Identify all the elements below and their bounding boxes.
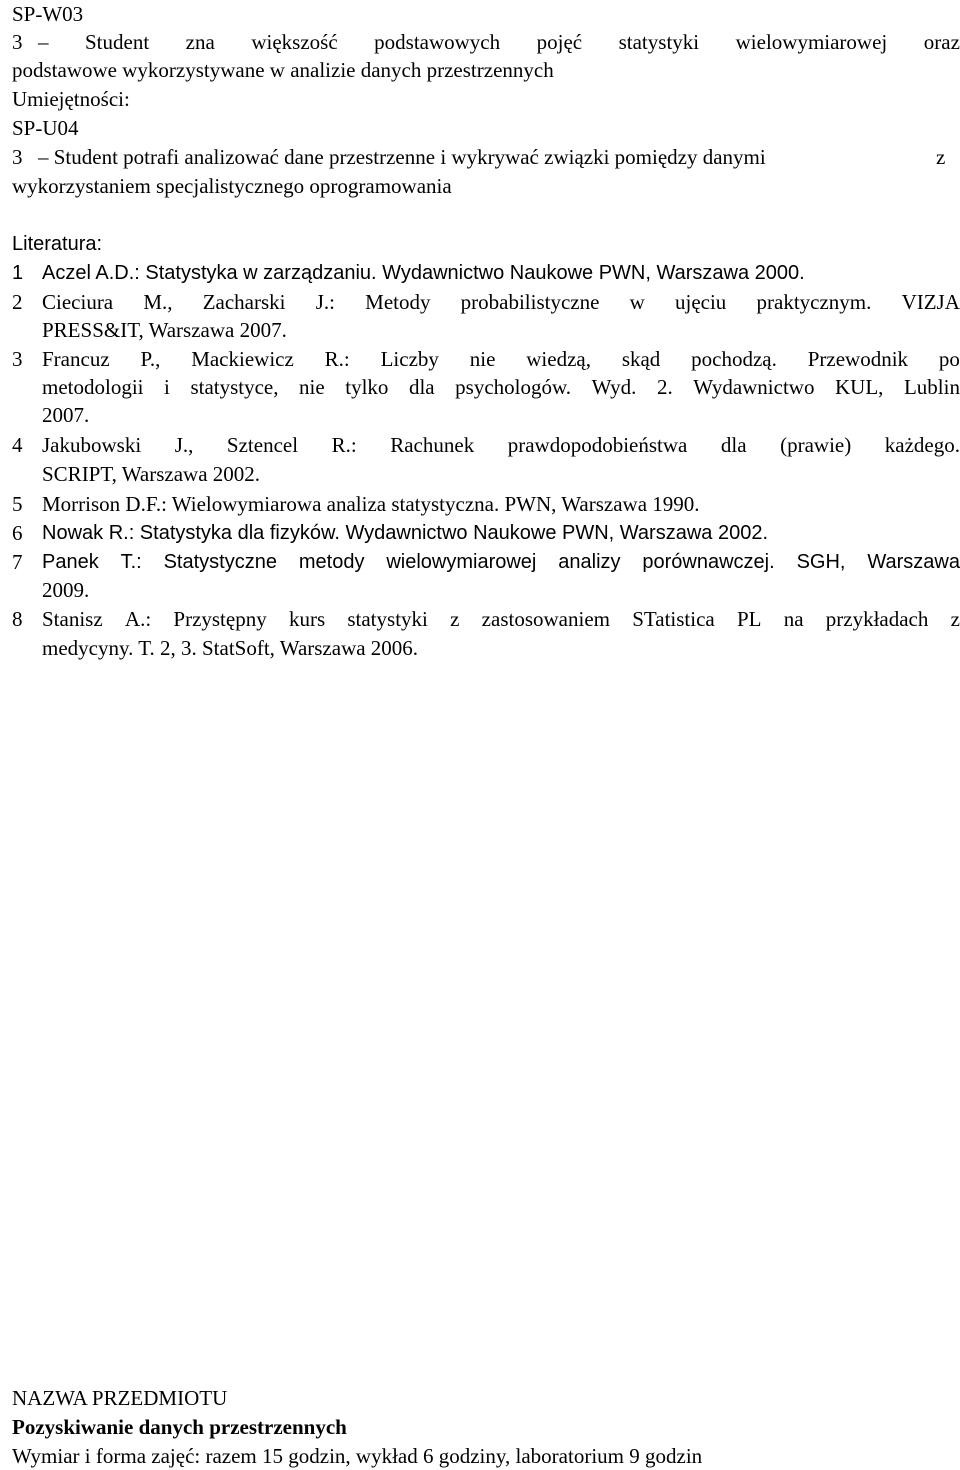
literature-label: Literatura: xyxy=(12,233,103,255)
word: i xyxy=(164,375,170,399)
word: Metody xyxy=(365,290,431,314)
word: statystyki xyxy=(618,30,700,54)
word: podstawowych xyxy=(374,30,501,54)
outcome-line: – Student potrafi analizować dane przestrzenne i wykrywać związki pomiędzy danymi xyxy=(38,145,766,169)
word: psychologów. xyxy=(455,375,572,399)
outcome-line: podstawowe wykorzystywane w analizie danych przestrzennych xyxy=(12,58,554,82)
word: statystyki xyxy=(347,607,428,631)
word: prawdopodobieństwa xyxy=(507,433,688,457)
word: Francuz xyxy=(42,347,110,371)
skills-label: Umiejętności: xyxy=(12,87,130,111)
word: oraz xyxy=(923,30,960,54)
word: z xyxy=(950,607,960,631)
word: (prawie) xyxy=(780,433,852,457)
outcome-line-end: z xyxy=(936,145,946,169)
outcome-line xyxy=(38,28,960,56)
word: Statystyczne xyxy=(163,551,277,573)
word: każdego. xyxy=(884,433,960,457)
word: J., xyxy=(174,433,194,457)
word: Liczby xyxy=(380,347,439,371)
word: metodologii xyxy=(42,375,144,399)
word: R.: xyxy=(331,433,357,457)
word: dla xyxy=(720,433,747,457)
word: kurs xyxy=(288,607,326,631)
word: M., xyxy=(143,290,173,314)
outcome-number: 3 xyxy=(12,145,23,169)
word: Mackiewicz xyxy=(191,347,294,371)
word: w xyxy=(629,290,645,314)
word: R.: xyxy=(324,347,350,371)
outcome-code-w03: SP-W03 xyxy=(12,2,84,26)
word: Zacharski xyxy=(202,290,286,314)
word: pochodzą. xyxy=(691,347,777,371)
word: Warszawa xyxy=(867,551,960,573)
literature-item-cont: 2007. xyxy=(42,403,90,427)
literature-item xyxy=(42,288,960,316)
word: przykładach xyxy=(825,607,929,631)
literature-item-cont xyxy=(42,373,960,401)
word: z xyxy=(450,607,460,631)
word: Student xyxy=(85,30,150,54)
literature-number: 7 xyxy=(12,550,23,574)
word: po xyxy=(938,347,960,371)
word: Wyd. xyxy=(591,375,637,399)
literature-item xyxy=(42,605,960,633)
word: T.: xyxy=(120,551,142,573)
literature-item xyxy=(42,431,960,459)
word: Sztencel xyxy=(226,433,299,457)
word: SGH, xyxy=(796,551,846,573)
word: KUL, xyxy=(835,375,884,399)
word: VIZJA xyxy=(901,290,960,314)
word: Rachunek xyxy=(390,433,475,457)
word: – xyxy=(38,30,49,54)
outcome-line: wykorzystaniem specjalistycznego oprogramowania xyxy=(12,174,452,198)
word: wielowymiarowej xyxy=(735,30,888,54)
word: skąd xyxy=(621,347,661,371)
literature-item: Nowak R.: Statystyka dla fizyków. Wydawnictwo Naukowe PWN, Warszawa 2002. xyxy=(42,522,768,544)
literature-item: Aczel A.D.: Statystyka w zarządzaniu. Wydawnictwo Naukowe PWN, Warszawa 2000. xyxy=(42,262,805,284)
word: na xyxy=(783,607,804,631)
word: Stanisz xyxy=(42,607,103,631)
word: tylko xyxy=(345,375,389,399)
word: porównawczej. xyxy=(642,551,775,573)
word: Przewodnik xyxy=(807,347,909,371)
word: zna xyxy=(185,30,215,54)
word: Panek xyxy=(42,551,99,573)
literature-number: 3 xyxy=(12,347,23,371)
literature-item-cont: SCRIPT, Warszawa 2002. xyxy=(42,462,261,486)
subject-label: NAZWA PRZEDMIOTU xyxy=(12,1386,228,1410)
word: Przystępny xyxy=(173,607,267,631)
word: analizy xyxy=(558,551,621,573)
word: pojęć xyxy=(536,30,583,54)
literature-item-cont: 2009. xyxy=(42,578,90,602)
literature-number: 4 xyxy=(12,433,23,457)
word: metody xyxy=(298,551,365,573)
word: Jakubowski xyxy=(42,433,142,457)
word: wiedzą, xyxy=(526,347,591,371)
outcome-number: 3 xyxy=(12,30,23,54)
word: STatistica xyxy=(632,607,715,631)
word: statystyce, xyxy=(190,375,279,399)
word: P., xyxy=(140,347,161,371)
word: Cieciura xyxy=(42,290,114,314)
literature-number: 6 xyxy=(12,521,23,545)
outcome-code-u04: SP-U04 xyxy=(12,116,79,140)
word: wielowymiarowej xyxy=(386,551,537,573)
word: Lublin xyxy=(903,375,960,399)
literature-item-cont: PRESS&IT, Warszawa 2007. xyxy=(42,318,287,342)
word: Wydawnictwo xyxy=(693,375,815,399)
word: J.: xyxy=(315,290,335,314)
literature-item-cont: medycyny. T. 2, 3. StatSoft, Warszawa 2006. xyxy=(42,636,419,660)
word: dla xyxy=(408,375,435,399)
word: praktycznym. xyxy=(756,290,872,314)
literature-number: 2 xyxy=(12,290,23,314)
word: probabilistyczne xyxy=(460,290,600,314)
word: nie xyxy=(299,375,325,399)
literature-number: 8 xyxy=(12,607,23,631)
literature-item xyxy=(42,345,960,373)
word: ujęciu xyxy=(675,290,727,314)
literature-item xyxy=(42,548,960,576)
literature-item: Morrison D.F.: Wielowymiarowa analiza statystyczna. PWN, Warszawa 1990. xyxy=(42,492,700,516)
subject-hours: Wymiar i forma zajęć: razem 15 godzin, wykład 6 godziny, laboratorium 9 godzin xyxy=(12,1444,703,1468)
word: A.: xyxy=(124,607,152,631)
word: PL xyxy=(736,607,762,631)
literature-number: 1 xyxy=(12,262,24,284)
word: większość xyxy=(251,30,338,54)
word: nie xyxy=(469,347,496,371)
subject-name: Pozyskiwanie danych przestrzennych xyxy=(12,1415,347,1439)
word: 2. xyxy=(656,375,673,399)
literature-number: 5 xyxy=(12,492,23,516)
word: zastosowaniem xyxy=(481,607,610,631)
